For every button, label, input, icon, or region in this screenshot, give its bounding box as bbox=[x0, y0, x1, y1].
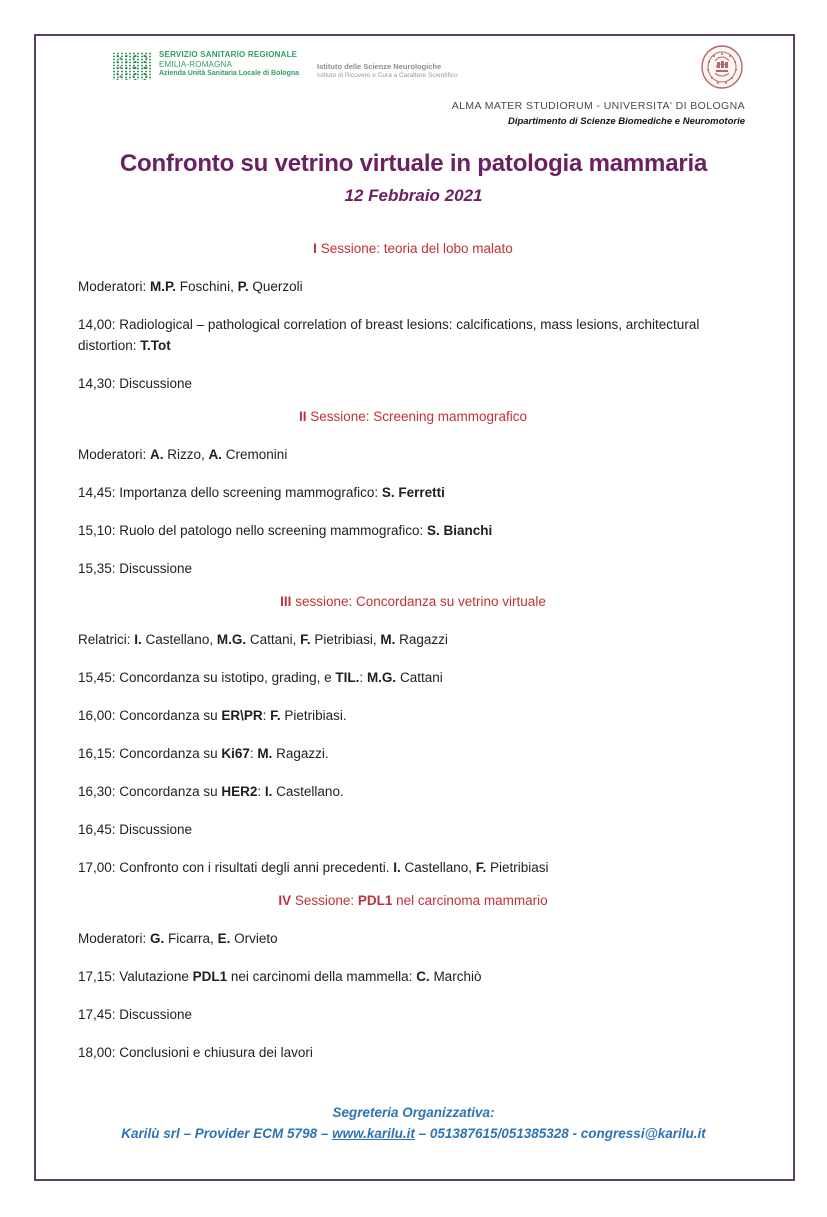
text-segment: F. bbox=[300, 632, 311, 647]
schedule-item bbox=[78, 1004, 748, 1025]
institute-line1: Istituto delle Scienze Neurologiche bbox=[317, 62, 442, 71]
text-segment: 15,10: Ruolo del patologo nello screening mammografico: bbox=[78, 523, 427, 538]
text-segment: 16,00: Concordanza su bbox=[78, 708, 222, 723]
schedule-item bbox=[78, 558, 748, 579]
text-segment: III bbox=[280, 594, 292, 609]
schedule-item bbox=[78, 966, 748, 987]
text-segment: Marchiò bbox=[429, 969, 482, 984]
karilu-website-link[interactable]: www.karilu.it bbox=[332, 1126, 415, 1141]
text-segment: HER2 bbox=[221, 784, 258, 799]
text-segment: sessione: Concordanza su vetrino virtuale bbox=[291, 594, 546, 609]
text-segment: Castellano, bbox=[141, 632, 217, 647]
text-segment: Moderatori: bbox=[78, 447, 151, 462]
text-segment: Castellano. bbox=[272, 784, 344, 799]
text-segment: Ragazzi bbox=[395, 632, 448, 647]
text-segment: Ficarra, bbox=[164, 931, 218, 946]
schedule-item bbox=[78, 314, 748, 356]
text-segment: I bbox=[313, 241, 317, 256]
session-header bbox=[78, 890, 748, 911]
text-segment: Foschini, bbox=[176, 279, 238, 294]
text-segment: F. bbox=[475, 860, 487, 875]
schedule-item bbox=[78, 276, 748, 297]
text-segment: A. bbox=[150, 447, 164, 462]
session-header bbox=[78, 591, 748, 612]
footer-text-post: – 051387615/051385328 - congressi@karilu.it bbox=[414, 1126, 706, 1141]
text-segment: 15,45: Concordanza su istotipo, grading, e bbox=[78, 670, 336, 685]
schedule-item bbox=[78, 629, 748, 650]
text-segment: Sessione: Screening mammografico bbox=[306, 409, 528, 424]
text-segment: M. bbox=[257, 746, 273, 761]
text-segment: C. bbox=[416, 969, 430, 984]
text-segment: TIL. bbox=[335, 670, 360, 685]
page-title: Confronto su vetrino virtuale in patologia mammaria bbox=[119, 150, 708, 177]
text-segment: 17,45: Discussione bbox=[78, 1007, 193, 1022]
text-segment: I. bbox=[393, 860, 401, 875]
text-segment: 14,00: Radiological – pathological correlation of breast lesions: calcifications, mass lesions, architectural distortion: bbox=[78, 317, 700, 353]
emilia-romagna-mosaic-logo bbox=[112, 52, 152, 80]
text-segment: : bbox=[359, 670, 367, 685]
schedule-item bbox=[78, 743, 748, 764]
text-segment: S. Ferretti bbox=[381, 485, 445, 500]
text-segment: 16,45: Discussione bbox=[78, 822, 193, 837]
text-segment: Castellano, bbox=[400, 860, 476, 875]
text-segment: : bbox=[262, 708, 271, 723]
schedule-item bbox=[78, 857, 748, 878]
footer-contact-line bbox=[40, 1123, 787, 1144]
schedule-item bbox=[78, 1042, 748, 1063]
text-segment: II bbox=[298, 409, 307, 424]
program bbox=[78, 238, 748, 1063]
text-segment: Cattani, bbox=[246, 632, 301, 647]
text-segment: 17,15: Valutazione bbox=[78, 969, 193, 984]
text-segment: Sessione: bbox=[291, 893, 358, 908]
text-segment: I. bbox=[134, 632, 142, 647]
text-segment: M. bbox=[380, 632, 396, 647]
schedule-item bbox=[78, 520, 748, 541]
text-segment: S. Bianchi bbox=[426, 523, 493, 538]
text-segment: 14,45: Importanza dello screening mammografico: bbox=[78, 485, 382, 500]
text-segment: M.P. bbox=[150, 279, 177, 294]
ssr-line3: Azienda Unità Sanitaria Locale di Bologna bbox=[159, 70, 300, 77]
text-segment: PDL1 bbox=[357, 893, 393, 908]
text-segment: Querzoli bbox=[248, 279, 303, 294]
text-segment: M.G. bbox=[216, 632, 247, 647]
text-segment: E. bbox=[217, 931, 231, 946]
text-segment: 16,30: Concordanza su bbox=[78, 784, 222, 799]
schedule-item bbox=[78, 819, 748, 840]
text-segment: 16,15: Concordanza su bbox=[78, 746, 222, 761]
text-segment: Ki67 bbox=[221, 746, 250, 761]
text-segment: 15,35: Discussione bbox=[78, 561, 193, 576]
text-segment: Pietribiasi, bbox=[310, 632, 381, 647]
schedule-item bbox=[78, 482, 748, 503]
text-segment: Cremonini bbox=[222, 447, 288, 462]
text-segment: Rizzo, bbox=[163, 447, 209, 462]
text-segment: Orvieto bbox=[230, 931, 278, 946]
text-segment: F. bbox=[270, 708, 281, 723]
schedule-item bbox=[78, 444, 748, 465]
session-header bbox=[78, 238, 748, 259]
ssr-line1: SERVIZIO SANITARIO REGIONALE bbox=[159, 50, 298, 59]
unibo-seal-logo bbox=[701, 45, 743, 94]
text-segment: : bbox=[257, 784, 265, 799]
unibo-name: ALMA MATER STUDIORUM - UNIVERSITA' DI BOLOGNA bbox=[451, 100, 745, 112]
schedule-item bbox=[78, 667, 748, 688]
text-segment: M.G. bbox=[366, 670, 397, 685]
ssr-text bbox=[159, 50, 299, 79]
text-segment: Moderatori: bbox=[78, 931, 151, 946]
text-segment: IV bbox=[278, 893, 292, 908]
text-segment: nei carcinomi della mammella: bbox=[227, 969, 417, 984]
text-segment: Pietribiasi bbox=[486, 860, 549, 875]
footer-heading: Segreteria Organizzativa: bbox=[332, 1105, 495, 1120]
text-segment: 14,30: Discussione bbox=[78, 376, 193, 391]
institute-line2: Istituto di Ricovero e Cura a Carattere Scientifico bbox=[317, 71, 458, 79]
text-segment: Pietribiasi. bbox=[280, 708, 347, 723]
text-segment: A. bbox=[208, 447, 223, 462]
text-segment: : bbox=[249, 746, 258, 761]
session-header bbox=[78, 406, 748, 427]
text-segment: PDL1 bbox=[192, 969, 228, 984]
text-segment: 17,00: Confronto con i risultati degli anni precedenti. bbox=[78, 860, 394, 875]
schedule-item bbox=[78, 705, 748, 726]
text-segment: I. bbox=[264, 784, 273, 799]
text-segment: Relatrici: bbox=[78, 632, 135, 647]
text-segment: G. bbox=[150, 931, 165, 946]
text-segment: 18,00: Conclusioni e chiusura dei lavori bbox=[78, 1045, 313, 1060]
footer bbox=[40, 1102, 787, 1144]
text-segment: nel carcinoma mammario bbox=[392, 893, 548, 908]
text-segment: P. bbox=[237, 279, 249, 294]
text-segment: Cattani bbox=[396, 670, 443, 685]
text-segment: Ragazzi. bbox=[272, 746, 329, 761]
institute-text bbox=[317, 62, 458, 80]
ssr-line2: EMILIA-ROMAGNA bbox=[159, 60, 233, 69]
text-segment: Sessione: teoria del lobo malato bbox=[316, 241, 513, 256]
text-segment: ER\PR bbox=[221, 708, 263, 723]
ssr-logo-block bbox=[112, 50, 458, 80]
text-segment: Moderatori: bbox=[78, 279, 151, 294]
text-segment: T.Tot bbox=[140, 338, 171, 353]
event-date: 12 Febbraio 2021 bbox=[344, 186, 483, 205]
schedule-item bbox=[78, 781, 748, 802]
schedule-item bbox=[78, 928, 748, 949]
unibo-department: Dipartimento di Scienze Biomediche e Neuromotorie bbox=[507, 116, 745, 127]
footer-text-pre: Karilù srl – Provider ECM 5798 – bbox=[121, 1126, 333, 1141]
schedule-item bbox=[78, 373, 748, 394]
